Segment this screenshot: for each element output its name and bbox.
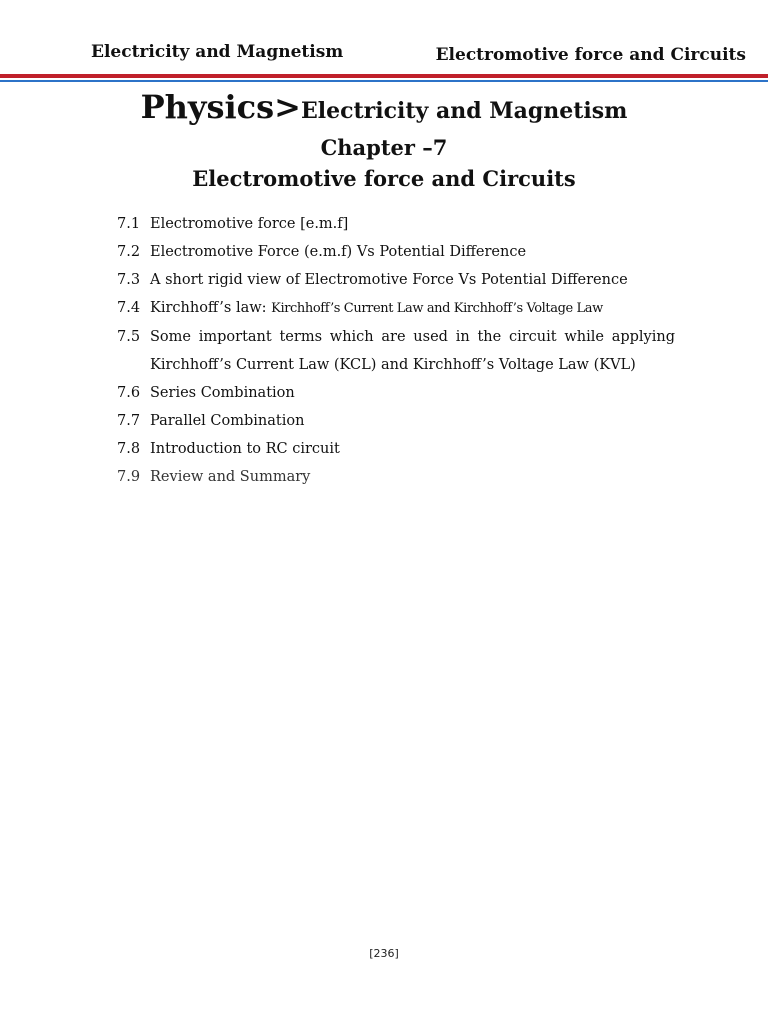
toc-item (117, 294, 675, 323)
toc-item (117, 238, 675, 266)
toc-item-number: 7.1 (117, 216, 141, 232)
toc-item-number: 7.9 (117, 469, 141, 485)
title-separator: > (274, 88, 301, 126)
title-subject: Physics (140, 88, 275, 126)
toc-item (117, 266, 675, 294)
toc-item-number: 7.6 (117, 385, 141, 401)
toc-item-text: Electromotive force [e.m.f] (150, 216, 349, 232)
toc-item-text-main: Kirchhoff’s law: (150, 300, 272, 316)
toc-item-text (150, 294, 675, 323)
toc-item-text: Review and Summary (150, 469, 311, 485)
toc-item-text: Introduction to RC circuit (150, 441, 340, 457)
toc-item (117, 323, 675, 379)
chapter-name: Electromotive force and Circuits (192, 166, 576, 191)
header-book-title: Electricity and Magnetism (91, 42, 344, 62)
toc-item (117, 407, 675, 435)
toc-item-number: 7.2 (117, 244, 141, 260)
page-number: [236] (369, 947, 399, 960)
toc-item-text: Series Combination (150, 385, 295, 401)
header-rule-red (0, 74, 768, 78)
toc-item-text: A short rigid view of Electromotive Force Vs Potential Difference (150, 272, 628, 288)
title-topic: Electricity and Magnetism (300, 98, 628, 124)
header-rule-blue (0, 80, 768, 82)
table-of-contents (117, 210, 675, 491)
page-title (0, 88, 768, 126)
header-chapter-title: Electromotive force and Circuits (435, 45, 746, 65)
toc-item-text: Parallel Combination (150, 413, 305, 429)
toc-item-number: 7.5 (117, 329, 141, 345)
toc-item (117, 210, 675, 238)
toc-item (117, 435, 675, 463)
toc-item (117, 379, 675, 407)
toc-item-number: 7.7 (117, 413, 141, 429)
toc-item-text: Electromotive Force (e.m.f) Vs Potential Difference (150, 244, 527, 260)
toc-item-number: 7.4 (117, 300, 141, 316)
chapter-label: Chapter –7 (320, 135, 448, 160)
toc-item-number: 7.3 (117, 272, 141, 288)
toc-item-text: Some important terms which are used in the circuit while applying Kirchhoff’s Current Law (KCL) and Kirchhoff’s Voltage Law (KVL) (150, 329, 675, 373)
toc-item (117, 463, 675, 491)
toc-item-number: 7.8 (117, 441, 141, 457)
running-header (0, 0, 768, 84)
toc-item-text-small: Kirchhoff’s Current Law and Kirchhoff’s Voltage Law (271, 301, 603, 316)
